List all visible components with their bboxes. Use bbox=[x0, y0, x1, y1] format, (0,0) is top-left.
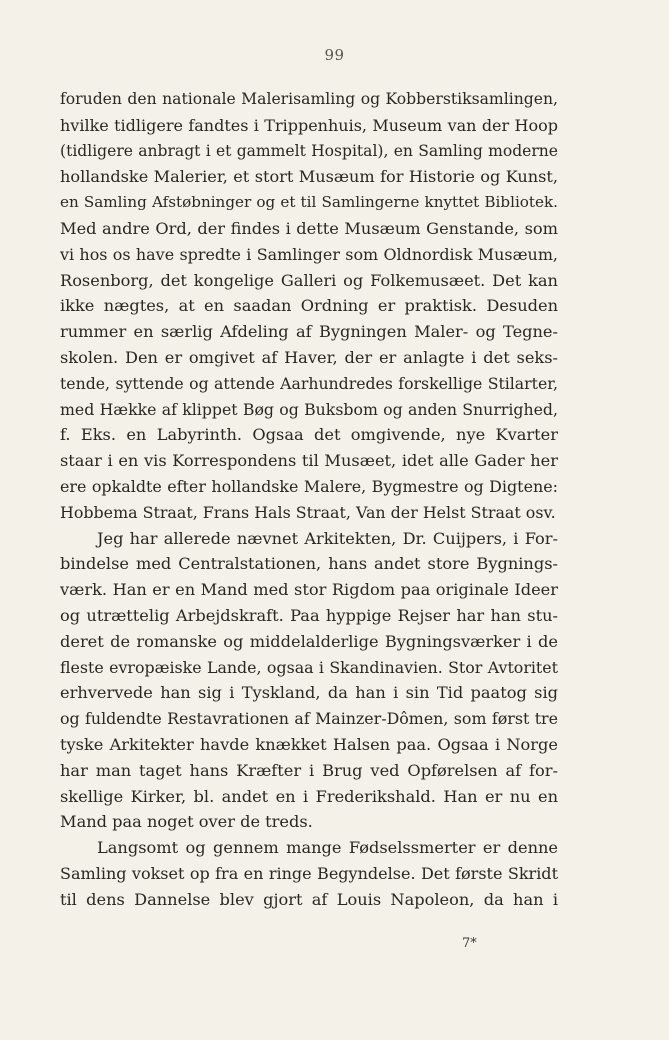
text-line: fleste evropæiske Lande, ogsaa i Skandinavien. Stor Avtoritet bbox=[60, 657, 558, 677]
text-line: skolen. Den er omgivet af Haver, der er anlagte i det seks- bbox=[60, 347, 558, 367]
text-line: Mand paa noget over de treds. bbox=[60, 812, 313, 832]
text-line: Rosenborg, det kongelige Galleri og Folkemusæet. Det kan bbox=[60, 270, 558, 290]
text-line: erhvervede han sig i Tyskland, da han i sin Tid paatog sig bbox=[60, 683, 558, 703]
text-line: med Hække af klippet Bøg og Buksbom og anden Snurrighed, bbox=[60, 399, 558, 419]
text-line: og utrættelig Arbejdskraft. Paa hyppige Rejser har han stu- bbox=[60, 605, 558, 625]
text-line: til dens Dannelse blev gjort af Louis Napoleon, da han i bbox=[60, 889, 558, 909]
text-line: Med andre Ord, der findes i dette Musæum Genstande, som bbox=[60, 218, 558, 238]
text-line: vi hos os have spredte i Samlinger som Oldnordisk Musæum, bbox=[60, 244, 558, 264]
text-line: værk. Han er en Mand med stor Rigdom paa originale Ideer bbox=[60, 580, 558, 600]
page-number: 99 bbox=[324, 46, 345, 64]
text-line: tende, syttende og attende Aarhundredes forskellige Stilarter, bbox=[60, 373, 558, 393]
text-line: ikke nægtes, at en saadan Ordning er praktisk. Desuden bbox=[60, 296, 558, 316]
text-line: har man taget hans Kræfter i Brug ved Opførelsen af for- bbox=[60, 760, 558, 780]
text-line: deret de romanske og middelalderlige Bygningsværker i de bbox=[60, 631, 558, 651]
text-line: staar i en vis Korrespondens til Musæet, idet alle Gader her bbox=[60, 451, 558, 471]
text-line: Samling vokset op fra en ringe Begyndelse. Det første Skridt bbox=[60, 863, 558, 883]
text-line: bindelse med Centralstationen, hans andet store Bygnings- bbox=[60, 554, 558, 574]
text-line: Hobbema Straat, Frans Hals Straat, Van der Helst Straat osv. bbox=[60, 502, 556, 522]
text-line: (tidligere anbragt i et gammelt Hospital), en Samling moderne bbox=[60, 141, 558, 160]
text-line: tyske Arkitekter havde knækket Halsen paa. Ogsaa i Norge bbox=[60, 734, 558, 754]
text-line: foruden den nationale Malerisamling og Kobberstiksamlingen, bbox=[60, 90, 558, 108]
text-line: og fuldendte Restavrationen af Mainzer-Dômen, som først tre bbox=[60, 709, 558, 729]
text-line: ere opkaldte efter hollandske Malere, Bygmestre og Digtene: bbox=[60, 476, 558, 496]
signature-mark: 7* bbox=[462, 936, 477, 951]
paragraph-start-line: Langsomt og gennem mange Fødselssmerter er denne bbox=[97, 838, 558, 858]
text-line: hollandske Malerier, et stort Musæum for Historie og Kunst, bbox=[60, 167, 558, 187]
text-line: rummer en særlig Afdeling af Bygningen Maler- og Tegne- bbox=[60, 322, 558, 342]
text-line: en Samling Afstøbninger og et til Samlingerne knyttet Bibliotek. bbox=[60, 193, 558, 212]
text-line: f. Eks. en Labyrinth. Ogsaa det omgivende, nye Kvarter bbox=[60, 425, 558, 445]
text-line: hvilke tidligere fandtes i Trippenhuis, Museum van der Hoop bbox=[60, 115, 558, 135]
body-text bbox=[60, 87, 558, 913]
paragraph-start-line: Jeg har allerede nævnet Arkitekten, Dr. Cuijpers, i For- bbox=[97, 528, 558, 548]
text-line: skellige Kirker, bl. andet en i Frederikshald. Han er nu en bbox=[60, 786, 558, 806]
